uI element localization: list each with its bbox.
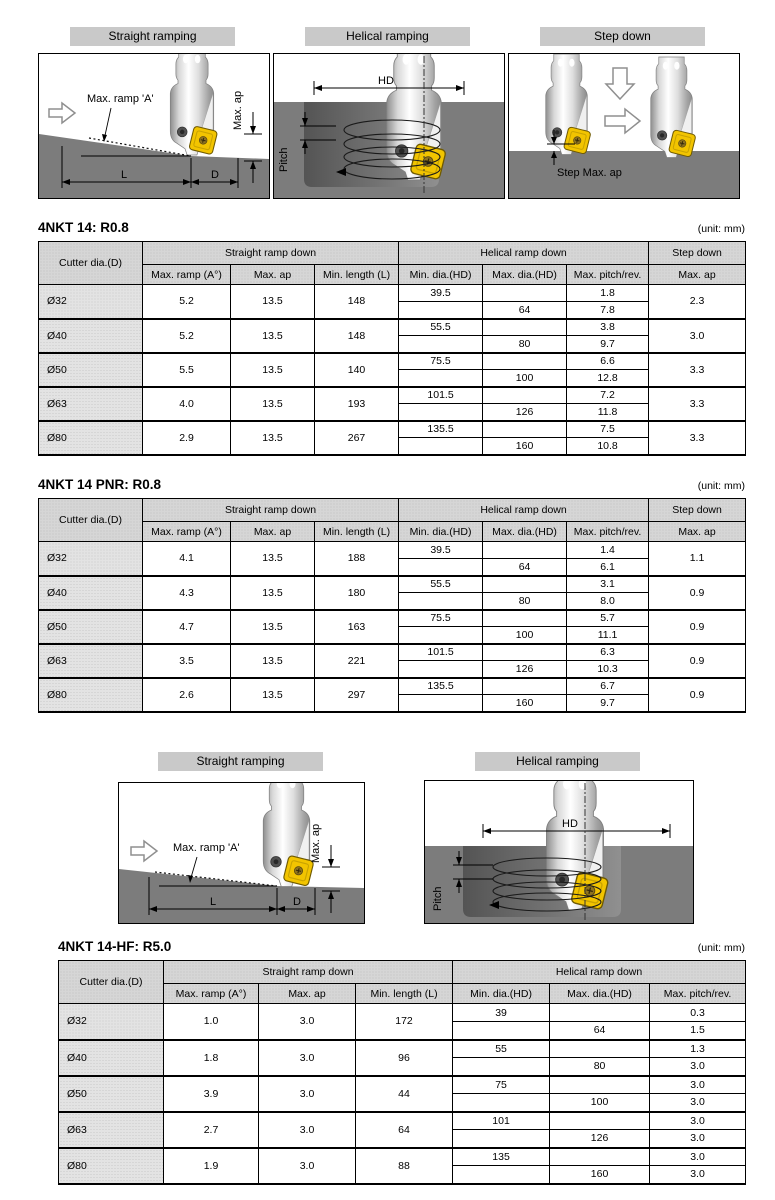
cell: 13.5	[231, 576, 315, 610]
cell: 1.5	[650, 1022, 746, 1040]
cell: 11.8	[567, 404, 649, 421]
cell: 1.8	[164, 1040, 259, 1076]
cell	[550, 1040, 650, 1058]
col-header-max-dia: Max. dia.(HD)	[483, 265, 567, 285]
cell: 55	[453, 1040, 550, 1058]
cell: 3.0	[259, 1004, 356, 1040]
cell: 2.6	[143, 678, 231, 712]
cell: 160	[550, 1166, 650, 1184]
cell: 163	[315, 610, 399, 644]
cell: 55.5	[399, 576, 483, 593]
feed-direction-arrow-icon	[605, 109, 640, 133]
cell: 126	[483, 661, 567, 678]
cell: 1.9	[164, 1148, 259, 1184]
row-header-cell: Ø80	[39, 421, 143, 455]
cell: 5.2	[143, 285, 231, 319]
workpiece	[39, 134, 269, 198]
table-row	[39, 644, 746, 661]
table-row	[39, 421, 746, 438]
straight-ramping-diagram-hf	[118, 782, 365, 924]
pitch-label: Pitch	[432, 886, 444, 911]
table-row	[39, 319, 746, 336]
table-section-4nkt14hf	[58, 939, 745, 1185]
cell: 188	[315, 542, 399, 576]
cell: 13.5	[231, 644, 315, 678]
cell: 148	[315, 319, 399, 353]
step-max-ap-label: Step Max. ap	[557, 167, 622, 179]
cell	[453, 1166, 550, 1184]
cell	[550, 1004, 650, 1022]
cell: 7.8	[567, 302, 649, 319]
cell	[483, 353, 567, 370]
cell: 10.3	[567, 661, 649, 678]
cell: 1.1	[649, 542, 746, 576]
straight-ramping-diagram	[38, 53, 270, 199]
col-header-max-pitch: Max. pitch/rev.	[567, 265, 649, 285]
cell: 3.1	[567, 576, 649, 593]
col-header-max-pitch: Max. pitch/rev.	[650, 984, 746, 1004]
cell: 100	[483, 370, 567, 387]
cell: 4.7	[143, 610, 231, 644]
table-row	[59, 1076, 746, 1094]
cell: 5.5	[143, 353, 231, 387]
cell: 44	[356, 1076, 453, 1112]
table-row	[59, 1004, 746, 1022]
table-title: 4NKT 14-HF: R5.0	[58, 939, 172, 954]
cell: 3.0	[650, 1058, 746, 1076]
cell: 80	[483, 593, 567, 610]
cell: 3.0	[650, 1112, 746, 1130]
cell: 12.8	[567, 370, 649, 387]
col-header-min-dia: Min. dia.(HD)	[399, 265, 483, 285]
unit-label: (unit: mm)	[697, 223, 745, 235]
cell: 13.5	[231, 387, 315, 421]
max-ramp-label: Max. ramp 'A'	[173, 842, 240, 854]
cell: 64	[356, 1112, 453, 1148]
cell: 9.7	[567, 336, 649, 353]
table-row	[39, 285, 746, 302]
cell	[483, 678, 567, 695]
col-header-max-ramp: Max. ramp (A°)	[143, 522, 231, 542]
cell: 75.5	[399, 610, 483, 627]
cell: 64	[483, 559, 567, 576]
cell: 13.5	[231, 353, 315, 387]
table-row	[39, 387, 746, 404]
group-header-straight: Straight ramp down	[164, 961, 453, 984]
cell: 160	[483, 695, 567, 712]
cell	[550, 1076, 650, 1094]
spec-table-4nkt14hf	[58, 960, 746, 1185]
cell: 13.5	[231, 542, 315, 576]
cell	[399, 559, 483, 576]
cell: 3.5	[143, 644, 231, 678]
col-header-max-ramp: Max. ramp (A°)	[164, 984, 259, 1004]
cell: 3.0	[259, 1148, 356, 1184]
length-label: L	[209, 896, 217, 908]
end-mill-tool-right	[651, 57, 696, 158]
cell: 3.0	[259, 1112, 356, 1148]
row-header-cell: Ø32	[59, 1004, 164, 1040]
cell: 64	[483, 302, 567, 319]
cell: 100	[483, 627, 567, 644]
cell: 6.3	[567, 644, 649, 661]
helical-ramping-label: Helical ramping	[305, 27, 470, 46]
cell	[550, 1112, 650, 1130]
cell	[399, 593, 483, 610]
row-header-cell: Ø50	[39, 353, 143, 387]
row-header-cell: Ø40	[59, 1040, 164, 1076]
cell: 4.1	[143, 542, 231, 576]
cell: 5.2	[143, 319, 231, 353]
cell	[483, 421, 567, 438]
cell: 39.5	[399, 542, 483, 559]
cell: 88	[356, 1148, 453, 1184]
cell: 75	[453, 1076, 550, 1094]
cell: 80	[550, 1058, 650, 1076]
cell: 10.8	[567, 438, 649, 455]
col-header-cutter: Cutter dia.(D)	[39, 499, 143, 542]
cell: 126	[550, 1130, 650, 1148]
cell: 6.1	[567, 559, 649, 576]
cell: 3.0	[650, 1076, 746, 1094]
col-header-min-length: Min. length (L)	[315, 265, 399, 285]
group-header-helical: Helical ramp down	[399, 499, 649, 522]
row-header-cell: Ø80	[39, 678, 143, 712]
cell: 4.0	[143, 387, 231, 421]
hd-label: HD	[378, 75, 394, 87]
cell	[483, 319, 567, 336]
cell: 7.2	[567, 387, 649, 404]
max-ap-label: Max. ap	[310, 823, 322, 863]
cell: 3.3	[649, 421, 746, 455]
cell: 8.0	[567, 593, 649, 610]
col-header-step-max-ap: Max. ap	[649, 522, 746, 542]
unit-label: (unit: mm)	[697, 942, 745, 954]
group-header-step: Step down	[649, 242, 746, 265]
cell	[483, 644, 567, 661]
row-header-cell: Ø40	[39, 576, 143, 610]
cell	[453, 1022, 550, 1040]
cell: 135	[453, 1148, 550, 1166]
end-mill-tool	[546, 780, 608, 910]
col-header-min-length: Min. length (L)	[356, 984, 453, 1004]
spec-table-4nkt14pnr	[38, 498, 746, 713]
max-ap-label: Max. ap	[232, 90, 244, 130]
table-title: 4NKT 14: R0.8	[38, 220, 129, 235]
cell	[399, 438, 483, 455]
cell: 267	[315, 421, 399, 455]
col-header-max-dia: Max. dia.(HD)	[483, 522, 567, 542]
helical-ramping-label-2: Helical ramping	[475, 752, 640, 771]
cell	[399, 336, 483, 353]
col-header-max-ramp: Max. ramp (A°)	[143, 265, 231, 285]
col-header-max-pitch: Max. pitch/rev.	[567, 522, 649, 542]
end-mill-tool	[263, 782, 314, 887]
cell: 7.5	[567, 421, 649, 438]
row-header-cell: Ø40	[39, 319, 143, 353]
cell: 6.7	[567, 678, 649, 695]
cell	[399, 370, 483, 387]
group-header-helical: Helical ramp down	[453, 961, 746, 984]
col-header-max-ap: Max. ap	[231, 522, 315, 542]
straight-ramping-label: Straight ramping	[70, 27, 235, 46]
feed-direction-arrow-icon	[131, 841, 157, 861]
cell	[483, 542, 567, 559]
cell: 2.7	[164, 1112, 259, 1148]
group-header-helical: Helical ramp down	[399, 242, 649, 265]
cell: 1.4	[567, 542, 649, 559]
table-section-4nkt14pnr	[38, 477, 745, 713]
cell: 126	[483, 404, 567, 421]
cell	[453, 1094, 550, 1112]
cell: 13.5	[231, 319, 315, 353]
cell: 64	[550, 1022, 650, 1040]
cell	[399, 695, 483, 712]
workpiece	[119, 869, 364, 923]
cell: 39.5	[399, 285, 483, 302]
group-header-step: Step down	[649, 499, 746, 522]
cell: 2.9	[143, 421, 231, 455]
cell: 0.9	[649, 644, 746, 678]
max-ramp-label: Max. ramp 'A'	[87, 93, 154, 105]
cell: 3.0	[259, 1040, 356, 1076]
cell	[483, 610, 567, 627]
col-header-max-ap: Max. ap	[231, 265, 315, 285]
row-header-cell: Ø63	[39, 644, 143, 678]
table-row	[59, 1112, 746, 1130]
unit-label: (unit: mm)	[697, 480, 745, 492]
cell: 3.0	[259, 1076, 356, 1112]
cell: 11.1	[567, 627, 649, 644]
cell: 101.5	[399, 644, 483, 661]
cell: 193	[315, 387, 399, 421]
col-header-max-dia: Max. dia.(HD)	[550, 984, 650, 1004]
cell: 3.0	[650, 1166, 746, 1184]
cell: 55.5	[399, 319, 483, 336]
cell: 0.9	[649, 610, 746, 644]
cell	[453, 1130, 550, 1148]
helical-ramping-diagram	[273, 53, 505, 199]
cell: 1.3	[650, 1040, 746, 1058]
table-title: 4NKT 14 PNR: R0.8	[38, 477, 162, 492]
col-header-max-ap: Max. ap	[259, 984, 356, 1004]
table-row	[59, 1040, 746, 1058]
diameter-label: D	[293, 896, 301, 908]
cell: 3.0	[650, 1130, 746, 1148]
end-mill-tool	[170, 53, 217, 155]
row-header-cell: Ø50	[59, 1076, 164, 1112]
diameter-label: D	[211, 169, 219, 181]
cell: 2.3	[649, 285, 746, 319]
table-row	[39, 576, 746, 593]
cell: 13.5	[231, 610, 315, 644]
col-header-step-max-ap: Max. ap	[649, 265, 746, 285]
table-row	[39, 542, 746, 559]
row-header-cell: Ø63	[39, 387, 143, 421]
cell: 135.5	[399, 421, 483, 438]
cell	[550, 1148, 650, 1166]
cell: 4.3	[143, 576, 231, 610]
step-down-diagram	[508, 53, 740, 199]
cell: 148	[315, 285, 399, 319]
cell: 180	[315, 576, 399, 610]
col-header-cutter: Cutter dia.(D)	[59, 961, 164, 1004]
cell: 135.5	[399, 678, 483, 695]
table-section-4nkt14	[38, 220, 745, 456]
table-row	[39, 678, 746, 695]
spec-table-4nkt14	[38, 241, 746, 456]
group-header-straight: Straight ramp down	[143, 242, 399, 265]
step-down-label: Step down	[540, 27, 705, 46]
cell: 160	[483, 438, 567, 455]
cell: 297	[315, 678, 399, 712]
col-header-cutter: Cutter dia.(D)	[39, 242, 143, 285]
row-header-cell: Ø63	[59, 1112, 164, 1148]
cell: 5.7	[567, 610, 649, 627]
cell: 101	[453, 1112, 550, 1130]
length-label: L	[120, 169, 128, 181]
row-header-cell: Ø32	[39, 285, 143, 319]
cell: 100	[550, 1094, 650, 1112]
cell: 6.6	[567, 353, 649, 370]
pitch-label: Pitch	[278, 147, 290, 172]
cell: 3.3	[649, 353, 746, 387]
table-row	[39, 353, 746, 370]
cell	[483, 387, 567, 404]
cell: 172	[356, 1004, 453, 1040]
cell: 3.0	[650, 1148, 746, 1166]
workpiece	[509, 151, 739, 198]
col-header-min-dia: Min. dia.(HD)	[399, 522, 483, 542]
cell: 221	[315, 644, 399, 678]
cell: 3.8	[567, 319, 649, 336]
col-header-min-dia: Min. dia.(HD)	[453, 984, 550, 1004]
cell: 3.0	[649, 319, 746, 353]
cell: 0.9	[649, 576, 746, 610]
cell: 0.9	[649, 678, 746, 712]
cell: 3.9	[164, 1076, 259, 1112]
col-header-min-length: Min. length (L)	[315, 522, 399, 542]
row-header-cell: Ø50	[39, 610, 143, 644]
cell	[483, 576, 567, 593]
cell	[483, 285, 567, 302]
group-header-straight: Straight ramp down	[143, 499, 399, 522]
cell: 80	[483, 336, 567, 353]
cell: 13.5	[231, 678, 315, 712]
hd-label: HD	[562, 818, 578, 830]
cell: 3.0	[650, 1094, 746, 1112]
cell: 1.8	[567, 285, 649, 302]
cell	[399, 302, 483, 319]
feed-direction-arrow-icon	[49, 103, 75, 123]
cell: 96	[356, 1040, 453, 1076]
row-header-cell: Ø80	[59, 1148, 164, 1184]
table-row	[39, 610, 746, 627]
cell: 13.5	[231, 285, 315, 319]
cell	[453, 1058, 550, 1076]
cell: 75.5	[399, 353, 483, 370]
cell	[399, 404, 483, 421]
cell: 1.0	[164, 1004, 259, 1040]
straight-ramping-label-2: Straight ramping	[158, 752, 323, 771]
cell: 3.3	[649, 387, 746, 421]
helical-ramping-diagram-hf	[424, 780, 694, 924]
step-down-arrow-icon	[606, 68, 634, 99]
cell: 0.3	[650, 1004, 746, 1022]
cell: 13.5	[231, 421, 315, 455]
cell: 39	[453, 1004, 550, 1022]
row-header-cell: Ø32	[39, 542, 143, 576]
cell	[399, 661, 483, 678]
cell	[399, 627, 483, 644]
cell: 9.7	[567, 695, 649, 712]
cell: 101.5	[399, 387, 483, 404]
table-row	[59, 1148, 746, 1166]
cell: 140	[315, 353, 399, 387]
